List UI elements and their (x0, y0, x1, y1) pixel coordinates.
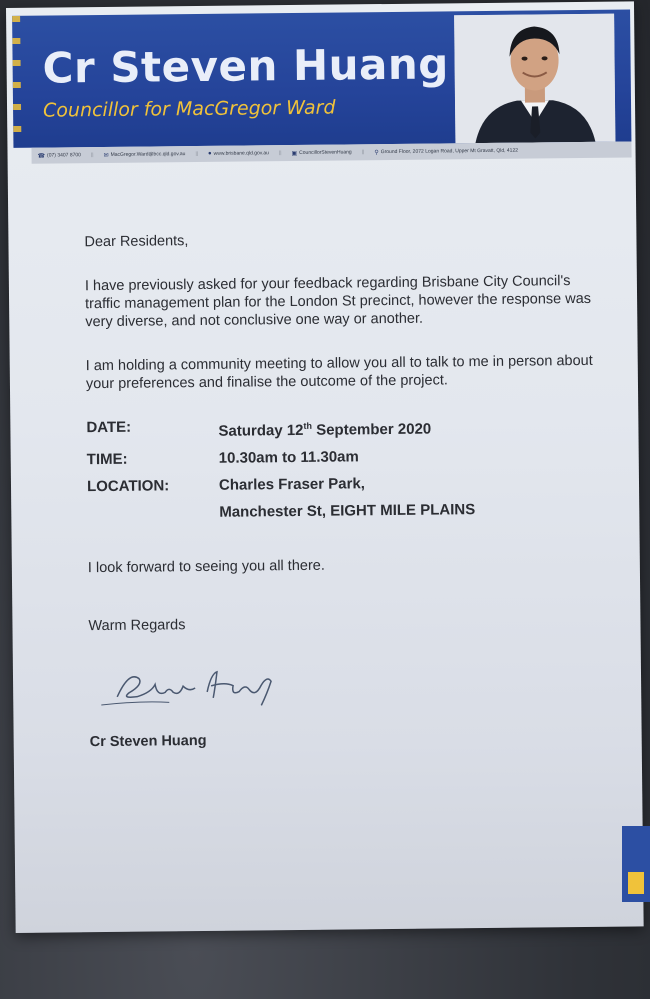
separator: || (278, 150, 282, 157)
email-icon: ✉ (103, 152, 109, 159)
contact-website: ● www.brisbane.qld.gov.au (208, 150, 269, 157)
signature (99, 648, 610, 723)
location-label: LOCATION: (86, 477, 170, 496)
time-label: TIME: (86, 450, 128, 469)
badge-accent (628, 872, 644, 894)
paragraph-meeting: I am holding a community meeting to allow you all to talk to me in person about your preferences and finalise the outcome of the project. (85, 352, 593, 393)
separator: || (90, 152, 94, 159)
paragraph-feedback: I have previously asked for your feedback regarding Brisbane City Council's traffic management plan for the London St precinct, however the response was very diverse, and not conclusive one way or another. (84, 273, 592, 331)
facebook-icon: ▣ (291, 150, 298, 157)
edge-marks (12, 16, 21, 148)
letter-page (6, 1, 644, 933)
date-label: DATE: (86, 418, 132, 437)
signoff-name: Cr Steven Huang (89, 732, 207, 751)
greeting: Dear Residents, (84, 233, 189, 251)
meeting-details (86, 414, 607, 523)
location-pin-icon: ⚲ (374, 149, 379, 156)
phone-icon: ☎ (37, 153, 46, 160)
signature-image (99, 651, 300, 723)
letter-body (84, 228, 609, 751)
date-value: Saturday 12th September 2020 (218, 420, 432, 440)
portrait-image (454, 14, 615, 144)
councillor-role: Councillor for MacGregor Ward (42, 96, 336, 122)
letterhead (12, 9, 631, 147)
location-row (87, 473, 607, 523)
location-line-1: Charles Fraser Park, (218, 475, 366, 494)
contact-address: ⚲ Ground Floor, 2072 Logan Road, Upper Mt Gravatt, Qld, 4122 (374, 147, 519, 156)
regards: Warm Regards (88, 617, 186, 635)
location-value (219, 474, 475, 522)
brand-corner-badge (622, 826, 650, 902)
date-row (86, 414, 606, 442)
location-line-2: Manchester St, EIGHT MILE PLAINS (219, 501, 476, 521)
globe-icon: ● (208, 150, 212, 157)
closing-line: I look forward to seeing you all there. (87, 557, 325, 577)
councillor-photo (454, 14, 615, 144)
time-value: 10.30am to 11.30am (218, 448, 359, 467)
separator: || (195, 150, 199, 158)
contact-facebook: ▣ CouncillorStevenHuang (291, 149, 352, 157)
contact-email: ✉ MacGregor.Ward@bcc.qld.gov.au (103, 151, 186, 159)
councillor-name: Cr Steven Huang (42, 39, 450, 93)
contact-phone: ☎ (07) 3407 8700 (37, 152, 81, 160)
separator: || (361, 149, 365, 156)
time-row (87, 446, 607, 469)
